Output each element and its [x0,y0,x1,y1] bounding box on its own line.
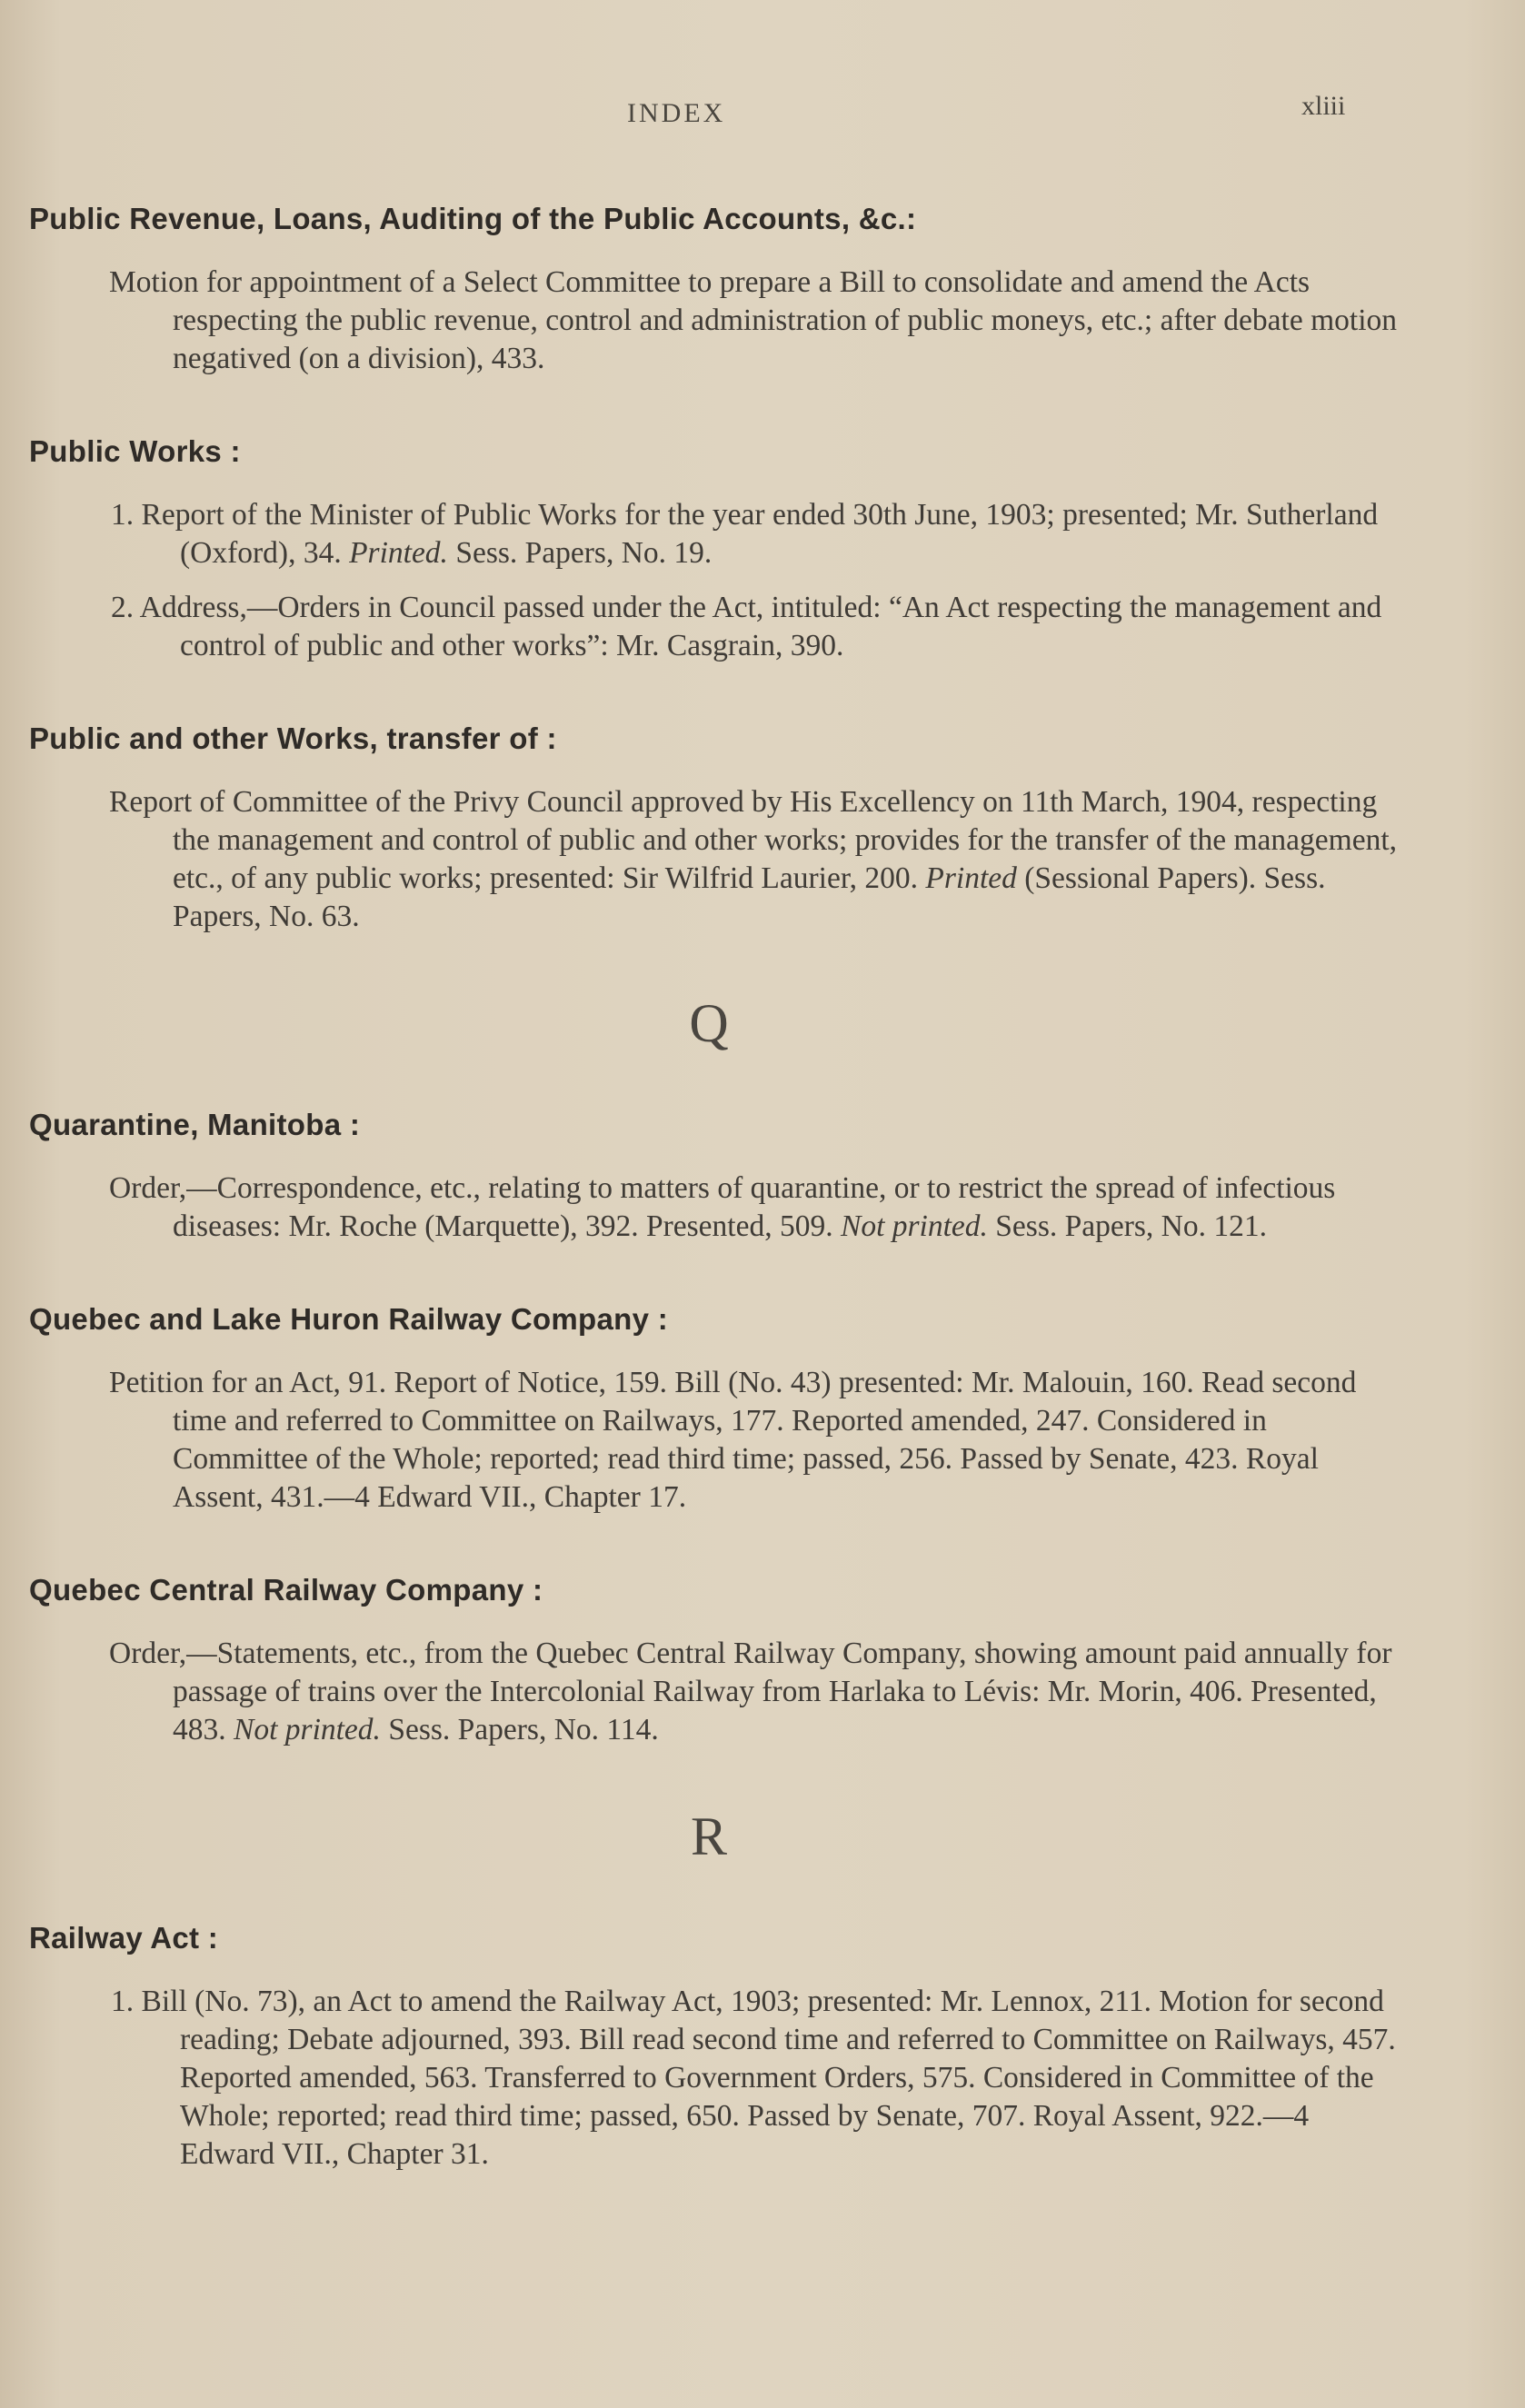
entry-heading: Railway Act : [29,1921,219,1955]
entry-heading: Quarantine, Manitoba : [29,1108,361,1141]
entry-text [18,783,1400,936]
index-entry [18,1573,1400,1749]
index-entry [18,1108,1400,1246]
entry-text [18,1169,1400,1246]
page-number: xliii [1301,91,1346,121]
entry-heading: Quebec Central Railway Company : [29,1573,543,1607]
entry-text-part: Report of Committee of the Privy Council approved by His Excellency on 11th March, 1904, respecting the management and control of public and other works; provides for the transfer of the management, etc., of any public works; presented: Sir Wilfrid Laurier, 200. [109,785,1398,895]
entry-heading: Quebec and Lake Huron Railway Company : [29,1302,669,1336]
entry-text-italic: Printed [925,861,1017,895]
entry-text: 2. Address,—Orders in Council passed under the Act, intituled: “An Act respecting the management and control of public and other works”: Mr. Casgrain, 390. [111,591,1382,662]
entry-heading: Public Works : [29,434,241,468]
index-content [18,202,1400,2230]
entry-text: Motion for appointment of a Select Committee to prepare a Bill to consolidate and amend the Acts respecting the public revenue, control and administration of public moneys, etc.; after debate motion negatived (on a division), 433. [109,265,1398,375]
entry-text: 1. Bill (No. 73), an Act to amend the Railway Act, 1903; presented: Mr. Lennox, 211. Motion for second reading; Debate adjourned, 393. Bill read second time and referred to Committee on Railways, 457. Reported amended, 563. Transferred to Government Orders, 575. Considered in Committee of the Whole; reported; read third time; passed, 650. Passed by Senate, 707. Royal Assent, 922.—4 Edward VII., Chapter 31. [111,1985,1396,2171]
entry-text-part: (Sessional Papers). Sess. Papers, No. 63. [173,861,1326,933]
entry-heading: Public and other Works, transfer of : [29,721,557,755]
index-entry [18,202,1400,378]
index-entry [18,434,1400,665]
entry-text-part: Sess. Papers, No. 121. [987,1209,1267,1243]
entry-text [18,496,1400,572]
section-letter: Q [689,993,729,1053]
entry-text-part: 1. Report of the Minister of Public Works for the year ended 30th June, 1903; presented; Mr. Sutherland (Oxford), 34. [111,498,1379,570]
running-head: INDEX [627,98,726,128]
entry-heading: Public Revenue, Loans, Auditing of the Public Accounts, &c.: [29,202,917,235]
index-entry [18,1302,1400,1517]
index-entry [18,721,1400,936]
section-letter: R [690,1806,728,1866]
entry-text [18,1635,1400,1749]
index-entry [18,1921,1400,2174]
entry-text-part: Sess. Papers, No. 19. [447,536,713,570]
entry-text: Petition for an Act, 91. Report of Notice, 159. Bill (No. 43) presented: Mr. Malouin, 160. Read second time and referred to Committee on Railways, 177. Reported amended, 247. Considered in Committee of the Whole; reported; read third time; passed, 256. Passed by Senate, 423. Royal Assent, 431.—4 Edward VII., Chapter 17. [109,1366,1357,1514]
entry-text-part: Sess. Papers, No. 114. [380,1713,659,1746]
entry-text-italic: Not printed. [234,1713,381,1746]
entry-text-italic: Not printed. [840,1209,988,1243]
entry-text-italic: Printed. [349,536,448,570]
entry-text-part: Order,—Statements, etc., from the Quebec Central Railway Company, showing amount paid annually for passage of trains over the Intercolonial Railway from Harlaka to Lévis: Mr. Morin, 406. Presented, 483. [109,1637,1392,1746]
entry-text-part: Order,—Correspondence, etc., relating to matters of quarantine, or to restrict the spread of infectious diseases: Mr. Roche (Marquette), 392. Presented, 509. [109,1171,1336,1243]
